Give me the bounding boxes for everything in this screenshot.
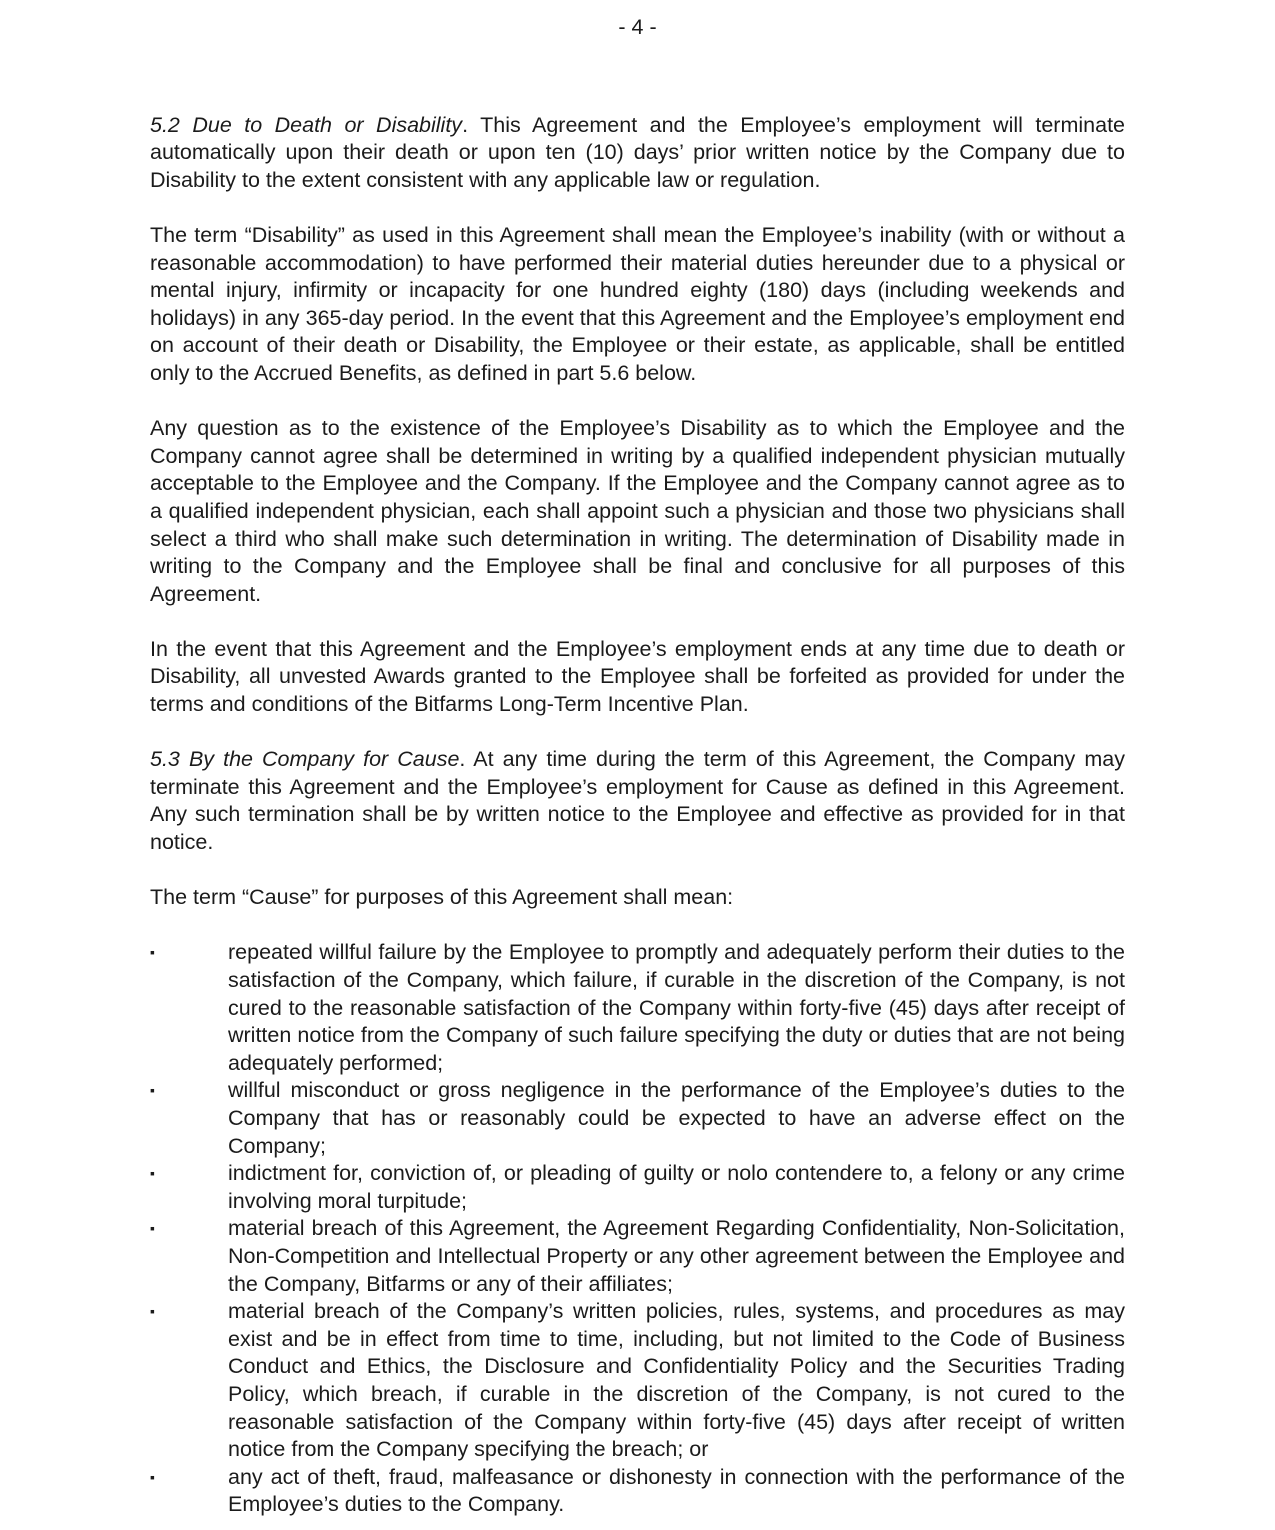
bullet-text-repeated-failure: repeated willful failure by the Employee to promptly and adequately perform their duties to the satisfaction of the Company, which failure, if curable in the discretion of the Company, is not cured to the reasonable satisfaction of the Company within forty-five (45) days after receipt of written notice from the Company of such failure specifying the duty or duties that are not being adequately performed; (228, 940, 1125, 1075)
list-item (150, 1215, 1125, 1298)
bullet-square-icon: ▪ (150, 1468, 155, 1485)
section-5-2-body: . This Agreement and the Employee’s employment will terminate automatically upon their death or upon ten (10) days’ prior written notice by the Company due to Disability to the extent consistent with any applicable law or regulation. (150, 112, 1125, 192)
section-5-3-paragraph (150, 746, 1125, 856)
cause-intro-paragraph: The term “Cause” for purposes of this Agreement shall mean: (150, 885, 734, 910)
bullet-square-icon: ▪ (150, 1303, 155, 1320)
bullet-square-icon: ▪ (150, 1165, 155, 1182)
list-item (150, 1077, 1125, 1160)
list-item (150, 1160, 1125, 1215)
disability-definition-paragraph: The term “Disability” as used in this Agreement shall mean the Employee’s inability (with or without a reasonable accommodation) to have performed their material duties hereunder due to a physical or mental injury, infirmity or incapacity for one hundred eighty (180) days (including weekends and holidays) in any 365-day period. In the event that this Agreement and the Employee’s employment end on account of their death or Disability, the Employee or their estate, as applicable, shall be entitled only to the Accrued Benefits, as defined in part 5.6 below. (150, 222, 1125, 385)
bullet-text-theft-fraud: any act of theft, fraud, malfeasance or dishonesty in connection with the performance of the Employee’s duties to the Company. (228, 1464, 1125, 1517)
page-number: - 4 - (618, 15, 657, 39)
unvested-awards-paragraph: In the event that this Agreement and the Employee’s employment ends at any time due to death or Disability, all unvested Awards granted to the Employee shall be forfeited as provided for under the terms and conditions of the Bitfarms Long-Term Incentive Plan. (150, 636, 1125, 717)
cause-bullet-list (150, 939, 1125, 1518)
bullet-text-indictment: indictment for, conviction of, or pleading of guilty or nolo contendere to, a felony or any crime involving moral turpitude; (228, 1161, 1125, 1213)
list-item (150, 1298, 1125, 1464)
list-item (150, 939, 1125, 1077)
section-5-2-paragraph (150, 112, 1125, 195)
section-5-3-heading: 5.3 By the Company for Cause (150, 747, 460, 772)
bullet-square-icon: ▪ (150, 944, 155, 961)
bullet-square-icon: ▪ (150, 1220, 155, 1237)
bullet-square-icon: ▪ (150, 1082, 155, 1099)
section-5-3-body: . At any time during the term of this Agreement, the Company may terminate this Agreement and the Employee’s employment for Cause as defined in this Agreement. Any such termination shall be by written notice to the Employee and effective as provided for in that notice. (150, 747, 1125, 855)
bullet-text-willful-misconduct: willful misconduct or gross negligence in the performance of the Employee’s duties to the Company that has or reasonably could be expected to have an adverse effect on the Company; (228, 1078, 1125, 1158)
bullet-text-material-breach-agreement: material breach of this Agreement, the Agreement Regarding Confidentiality, Non-Solicitation, Non-Competition and Intellectual Property or any other agreement between the Employee and the Company, Bitfarms or any of their affiliates; (228, 1216, 1125, 1296)
bullet-text-material-breach-policies: material breach of the Company’s written policies, rules, systems, and procedures as may exist and be in effect from time to time, including, but not limited to the Code of Business Conduct and Ethics, the Disclosure and Confidentiality Policy and the Securities Trading Policy, which breach, if curable in the discretion of the Company, is not cured to the reasonable satisfaction of the Company within forty-five (45) days after receipt of written notice from the Company specifying the breach; or (228, 1299, 1125, 1462)
section-5-2-heading: 5.2 Due to Death or Disability (150, 112, 463, 137)
disability-determination-paragraph: Any question as to the existence of the Employee’s Disability as to which the Employee and the Company cannot agree shall be determined in writing by a qualified independent physician mutually acceptable to the Employee and the Company. If the Employee and the Company cannot agree as to a qualified independent physician, each shall appoint such a physician and those two physicians shall select a third who shall make such determination in writing. The determination of Disability made in writing to the Company and the Employee shall be final and conclusive for all purposes of this Agreement. (150, 416, 1125, 606)
list-item (150, 1464, 1125, 1519)
